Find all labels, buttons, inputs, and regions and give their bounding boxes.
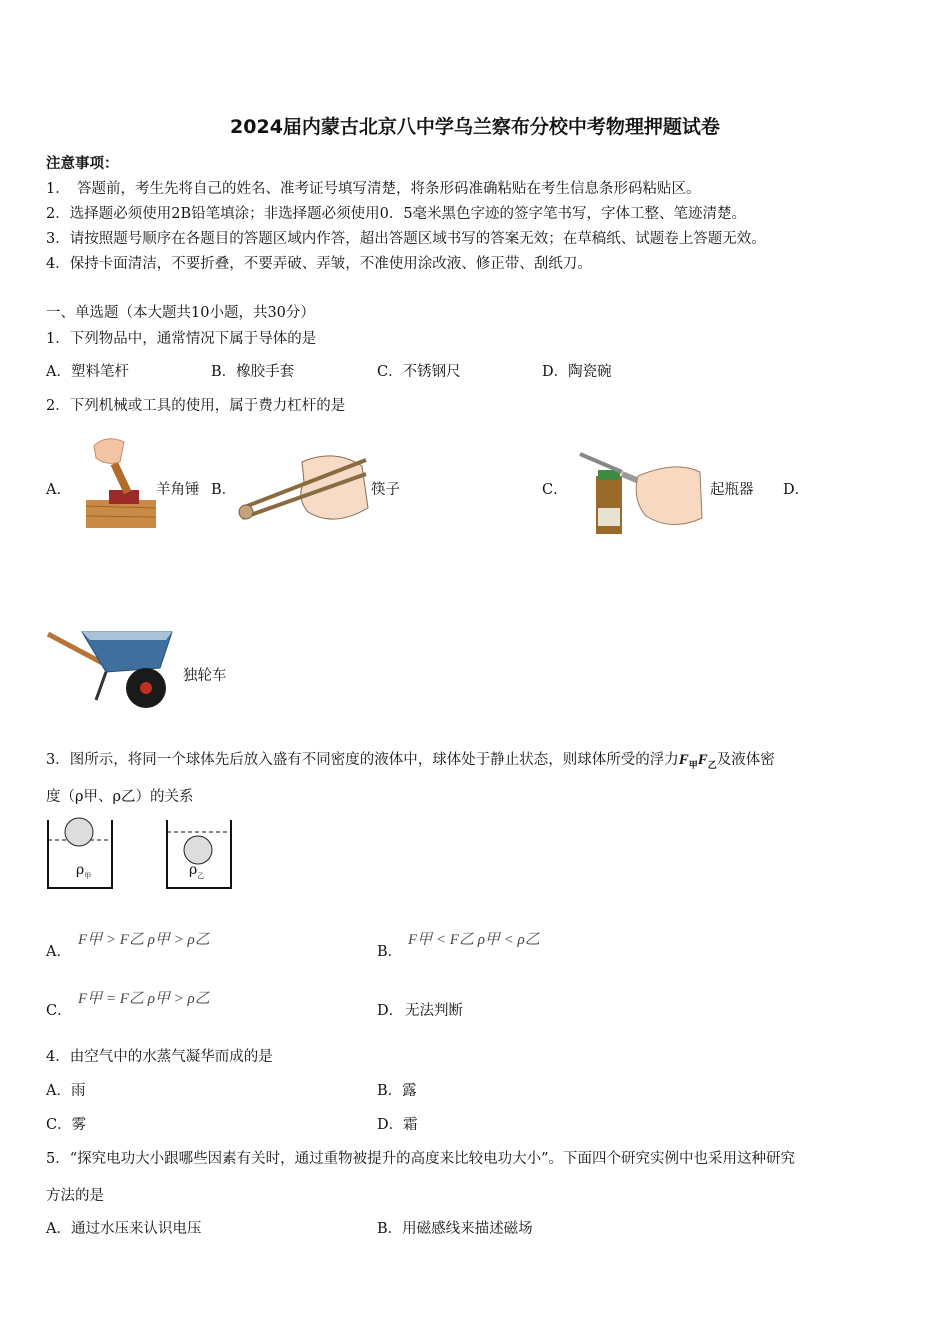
q3-option-c-math: F甲 = F乙 ρ甲 > ρ乙 [78,991,210,1007]
q1-option-c: C．不锈钢尺 [377,364,461,380]
q4-option-b: B．露 [377,1083,417,1099]
q3-stem-line2: 度（ρ甲、ρ乙）的关系 [46,789,194,805]
q4-option-d: D．霜 [377,1117,418,1133]
beaker-yi-label: $\rho_乙$ [189,862,205,880]
q3-stem-and: 及液体密 [716,752,775,768]
bottle-opener-image [576,448,708,534]
q4-stem: 4．由空气中的水蒸气凝华而成的是 [46,1049,273,1065]
notice-item: 1． 答题前，考生先将自己的姓名、准考证号填写清楚，将条形码准确粘贴在考生信息条形码粘贴区。 [46,181,701,197]
q3-option-a-math: F甲 > F乙 ρ甲 > ρ乙 [78,932,210,948]
q3-stem-f-yi: $F_乙$ [697,752,717,770]
q3-option-a-letter: A． [46,944,71,960]
q3-option-d-letter: D． [377,1003,404,1019]
q2-label-b: 筷子 [371,482,400,498]
q2-label-d: 独轮车 [183,668,227,684]
q2-option-a-letter: A． [46,482,71,498]
section-heading: 一、单选题（本大题共10小题，共30分） [46,305,315,321]
q1-option-d: D．陶瓷碗 [542,364,612,380]
q1-stem: 1．下列物品中，通常情况下属于导体的是 [46,331,317,347]
notice-item: 4．保持卡面清洁，不要折叠，不要弄破、弄皱，不准使用涂改液、修正带、刮纸刀。 [46,256,592,272]
q2-label-a: 羊角锤 [156,482,200,498]
q5-stem-line2: 方法的是 [46,1188,104,1204]
q2-option-c-letter: C． [542,482,568,498]
q3-option-c-letter: C． [46,1003,72,1019]
q1-option-a: A．塑料笔杆 [46,364,129,380]
hammer-image [84,432,160,530]
beaker-jia-diagram [46,818,116,892]
q3-stem-f-jia: $F_甲$ [678,752,698,770]
notice-heading: 注意事项： [46,155,119,172]
q5-stem-line1: 5．“探究电功大小跟哪些因素有关时，通过重物被提升的高度来比较电功大小”。下面四个研究实例中也采用这种研究 [46,1151,796,1167]
q3-stem-text: 3．图所示，将同一个球体先后放入盛有不同密度的液体中，球体处于静止状态，则球体所受的浮力 [46,752,679,768]
q2-option-b-letter: B． [211,482,237,498]
q2-stem: 2．下列机械或工具的使用，属于费力杠杆的是 [46,398,346,414]
q2-label-c: 起瓶器 [710,482,754,498]
beaker-jia-label: $\rho_甲$ [76,862,92,880]
q4-option-a: A．雨 [46,1083,86,1099]
q5-option-a: A．通过水压来认识电压 [46,1221,202,1237]
q3-option-b-letter: B． [377,944,403,960]
q1-option-b: B．橡胶手套 [211,364,295,380]
q2-option-d-letter: D． [783,482,810,498]
q3-stem-line1 [46,748,775,771]
q5-option-b: B．用磁感线来描述磁场 [377,1221,533,1237]
page-title: 2024届内蒙古北京八中学乌兰察布分校中考物理押题试卷 [230,116,720,138]
notice-item: 3．请按照题号顺序在各题目的答题区域内作答，超出答题区域书写的答案无效；在草稿纸、试题卷上答题无效。 [46,231,766,247]
q3-option-b-math: F甲 < F乙 ρ甲 < ρ乙 [408,932,540,948]
q3-option-d-text: 无法判断 [405,1003,463,1019]
beaker-yi-diagram [165,818,235,892]
chopsticks-image [238,448,373,532]
q4-option-c: C．雾 [46,1117,87,1133]
wheelbarrow-image [46,622,176,714]
notice-item: 2．选择题必须使用2B铅笔填涂；非选择题必须使用0．5毫米黑色字迹的签字笔书写，字体工整、笔迹清楚。 [46,206,747,222]
